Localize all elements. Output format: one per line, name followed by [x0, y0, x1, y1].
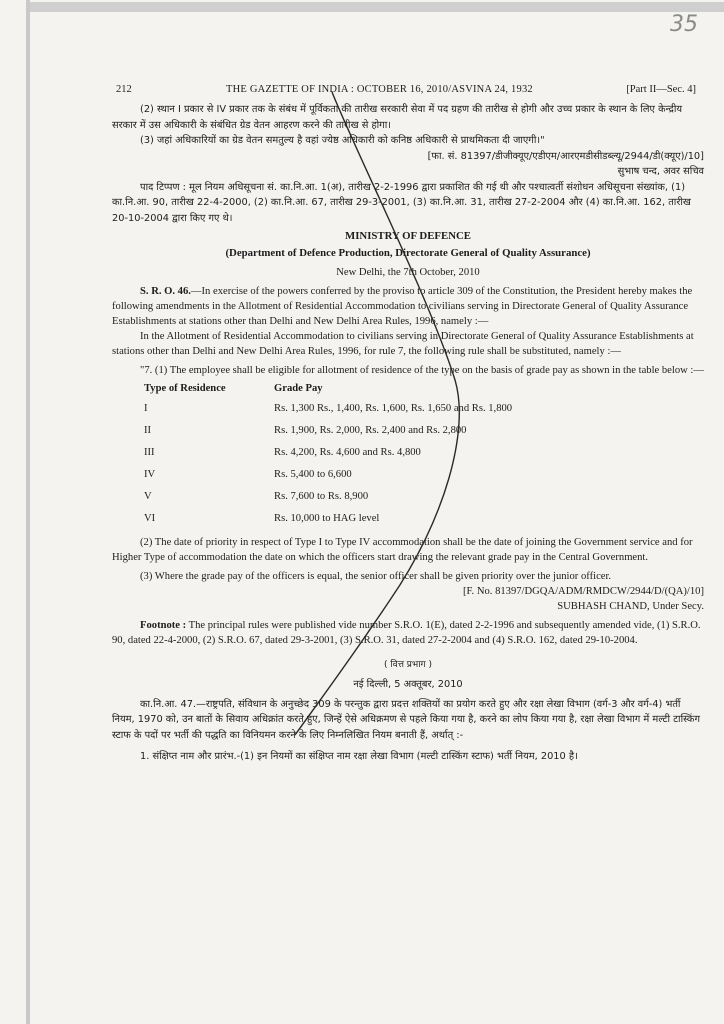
gazette-title: THE GAZETTE OF INDIA : OCTOBER 16, 2010/ASVINA 24, 1932 [226, 84, 533, 95]
page-number: 212 [116, 84, 132, 95]
table-row [144, 489, 512, 511]
table-row [144, 467, 512, 489]
rule-7-1: "7. (1) The employee shall be eligible for allotment of residence of the type on the basis of grade pay as shown in the table below :— [140, 365, 704, 376]
grade-pay: Rs. 1,300 Rs., 1,400, Rs. 1,600, Rs. 1,650 and Rs. 1,800 [274, 403, 513, 414]
hindi-file-number: [फा. सं. 81397/डीजीक्यूए/एडीएम/आरएमडीसीडब्ल्यू/2944/डी(क्यूए)/10] [427, 150, 704, 162]
footnote-text: The principal rules were published vide number S.R.O. 1(E), dated 2-2-1996 and subsequently amended vide, (1) S.R.O. 90, dated 22-4-2000, (2) S.R.O. 67, dated 29-3-2001, (3) S.R.O. 31, dated 27-2-2004 and (4) S.R.O. 162, dated 29-10-2004. [112, 620, 701, 646]
hindi-signatory: सुभाष चन्द, अवर सचिव [617, 166, 704, 177]
grade-pay: Rs. 7,600 to Rs. 8,900 [274, 491, 369, 502]
english-signatory: SUBHASH CHAND, Under Secy. [557, 601, 704, 612]
grade-pay: Rs. 1,900, Rs. 2,000, Rs. 2,400 and Rs. 2,800 [274, 425, 467, 436]
english-file-number: [F. No. 81397/DGQA/ADM/RMDCW/2944/D/(QA)/10] [462, 586, 704, 597]
table-row [144, 445, 512, 467]
sro-text: —In exercise of the powers conferred by the proviso to article 309 of the Constitution, the President hereby makes the following amendments in the Allotment of Residential Accommodation to civilians serving in Directorate General of Quality Assurance Establishments at stations other than Delhi and New Delhi Area Rules, 1996, namely :— [112, 286, 693, 327]
table-row [144, 423, 512, 445]
residence-type: I [144, 403, 148, 414]
hindi-sro-47: का.नि.आ. 47.—राष्ट्रपति, संविधान के अनुच्छेद 309 के परन्तुक द्वारा प्रदत्त शक्तियों का प्रयोग करते हुए और रक्षा लेखा विभाग (वर्ग-3 और वर्ग-4) भर्ती नियम, 1970 को, उन बातों के सिवाय अधिक्रांत करते हुए, जिन्हें ऐसे अधिक्रमण से पहले किया गया है, करने का लोप किया गया है, रक्षा लेखा विभाग में मल्टी टास्किंग स्टाफ के पदों पर भर्ती की पद्धति का विनियमन करने के लिए निम्नलिखित नियम बनाती हैं, अर्थात् :- [112, 698, 700, 741]
table-header-row [144, 381, 512, 401]
residence-type: IV [144, 469, 156, 480]
header-grade-pay: Grade Pay [274, 383, 323, 394]
residence-type: III [144, 447, 155, 458]
part-section: [Part II—Sec. 4] [626, 84, 696, 95]
residence-type: VI [144, 513, 156, 524]
finance-division-heading: ( वित्त प्रभाग ) [383, 660, 432, 670]
grade-pay: Rs. 4,200, Rs. 4,600 and Rs. 4,800 [274, 447, 421, 458]
rule-intro: In the Allotment of Residential Accommodation to civilians serving in Directorate General of Quality Assurance Establishments at stations other than Delhi and New Delhi Area Rules, 1996, for rule 7, the following rule shall be substituted, namely :— [112, 331, 694, 357]
hindi-footnote: पाद टिप्पण : मूल नियम अधिसूचना सं. का.नि.आ. 1(अ), तारीख 2-2-1996 द्वारा प्रकाशित की गई थी और पश्चात्वर्ती संशोधन अधिसूचना संख्यांक, (1) का.नि.आ. 90, तारीख 22-4-2000, (2) का.नि.आ. 67, तारीख 29-3-2001, (3) का.नि.आ. 31, तारीख 27-2-2004 और (4) का.नि.आ. 162, तारीख 20-10-2004 द्वारा किए गए थे। [112, 181, 691, 224]
ministry-heading: MINISTRY OF DEFENCE [345, 230, 471, 242]
table-row [144, 401, 512, 423]
hindi-clause-2: (2) स्थान I प्रकार से IV प्रकार तक के संबंध में पूर्विकता की तारीख सरकारी सेवा में पद ग्रहण की तारीख से होगी और उच्च प्रकार के स्थान के लिए केन्द्रीय सरकार में उस अधिकारी के संबंधित ग्रेड वेतन आहरण करने की तारीख से होगा। [112, 104, 683, 131]
footnote-label: Footnote : [140, 620, 187, 631]
grade-pay: Rs. 5,400 to 6,600 [274, 469, 352, 480]
hindi-place-date: नई दिल्ली, 5 अक्तूबर, 2010 [353, 679, 463, 690]
scan-left-border [26, 0, 30, 1024]
department-heading: (Department of Defence Production, Directorate General of Quality Assurance) [225, 247, 591, 259]
grade-pay-table [144, 381, 512, 533]
place-date: New Delhi, the 7th October, 2010 [336, 267, 480, 278]
residence-type: V [144, 491, 152, 502]
grade-pay: Rs. 10,000 to HAG level [274, 513, 380, 524]
rule-7-3: (3) Where the grade pay of the officers is equal, the senior officer shall be given priority over the junior officer. [140, 571, 612, 582]
page-body [112, 102, 704, 765]
handwritten-page-mark: 35 [670, 12, 698, 37]
english-footnote [112, 618, 704, 648]
header-type-of-residence: Type of Residence [144, 383, 226, 394]
table-row [144, 511, 512, 533]
rule-7-2: (2) The date of priority in respect of Type I to Type IV accommodation shall be the date of joining the Government service and for Higher Type of accommodation the date on which the officers start drawing the relevant grade pay in the Central Government. [112, 537, 693, 563]
sro-paragraph [112, 284, 704, 329]
residence-type: II [144, 425, 152, 436]
sro-label: S. R. O. 46. [140, 286, 191, 297]
hindi-clause-3: (3) जहां अधिकारियों का ग्रेड वेतन समतुल्य है वहां ज्येष्ठ अधिकारी को कनिष्ठ अधिकारी से प्राथमिकता दी जाएगी।" [140, 135, 545, 146]
scan-top-border [28, 2, 724, 12]
hindi-rule-1: 1. संक्षिप्त नाम और प्रारंभ.-(1) इन नियमों का संक्षिप्त नाम रक्षा लेखा विभाग (मल्टी टास्किंग स्टाफ) भर्ती नियम, 2010 है। [140, 751, 578, 762]
